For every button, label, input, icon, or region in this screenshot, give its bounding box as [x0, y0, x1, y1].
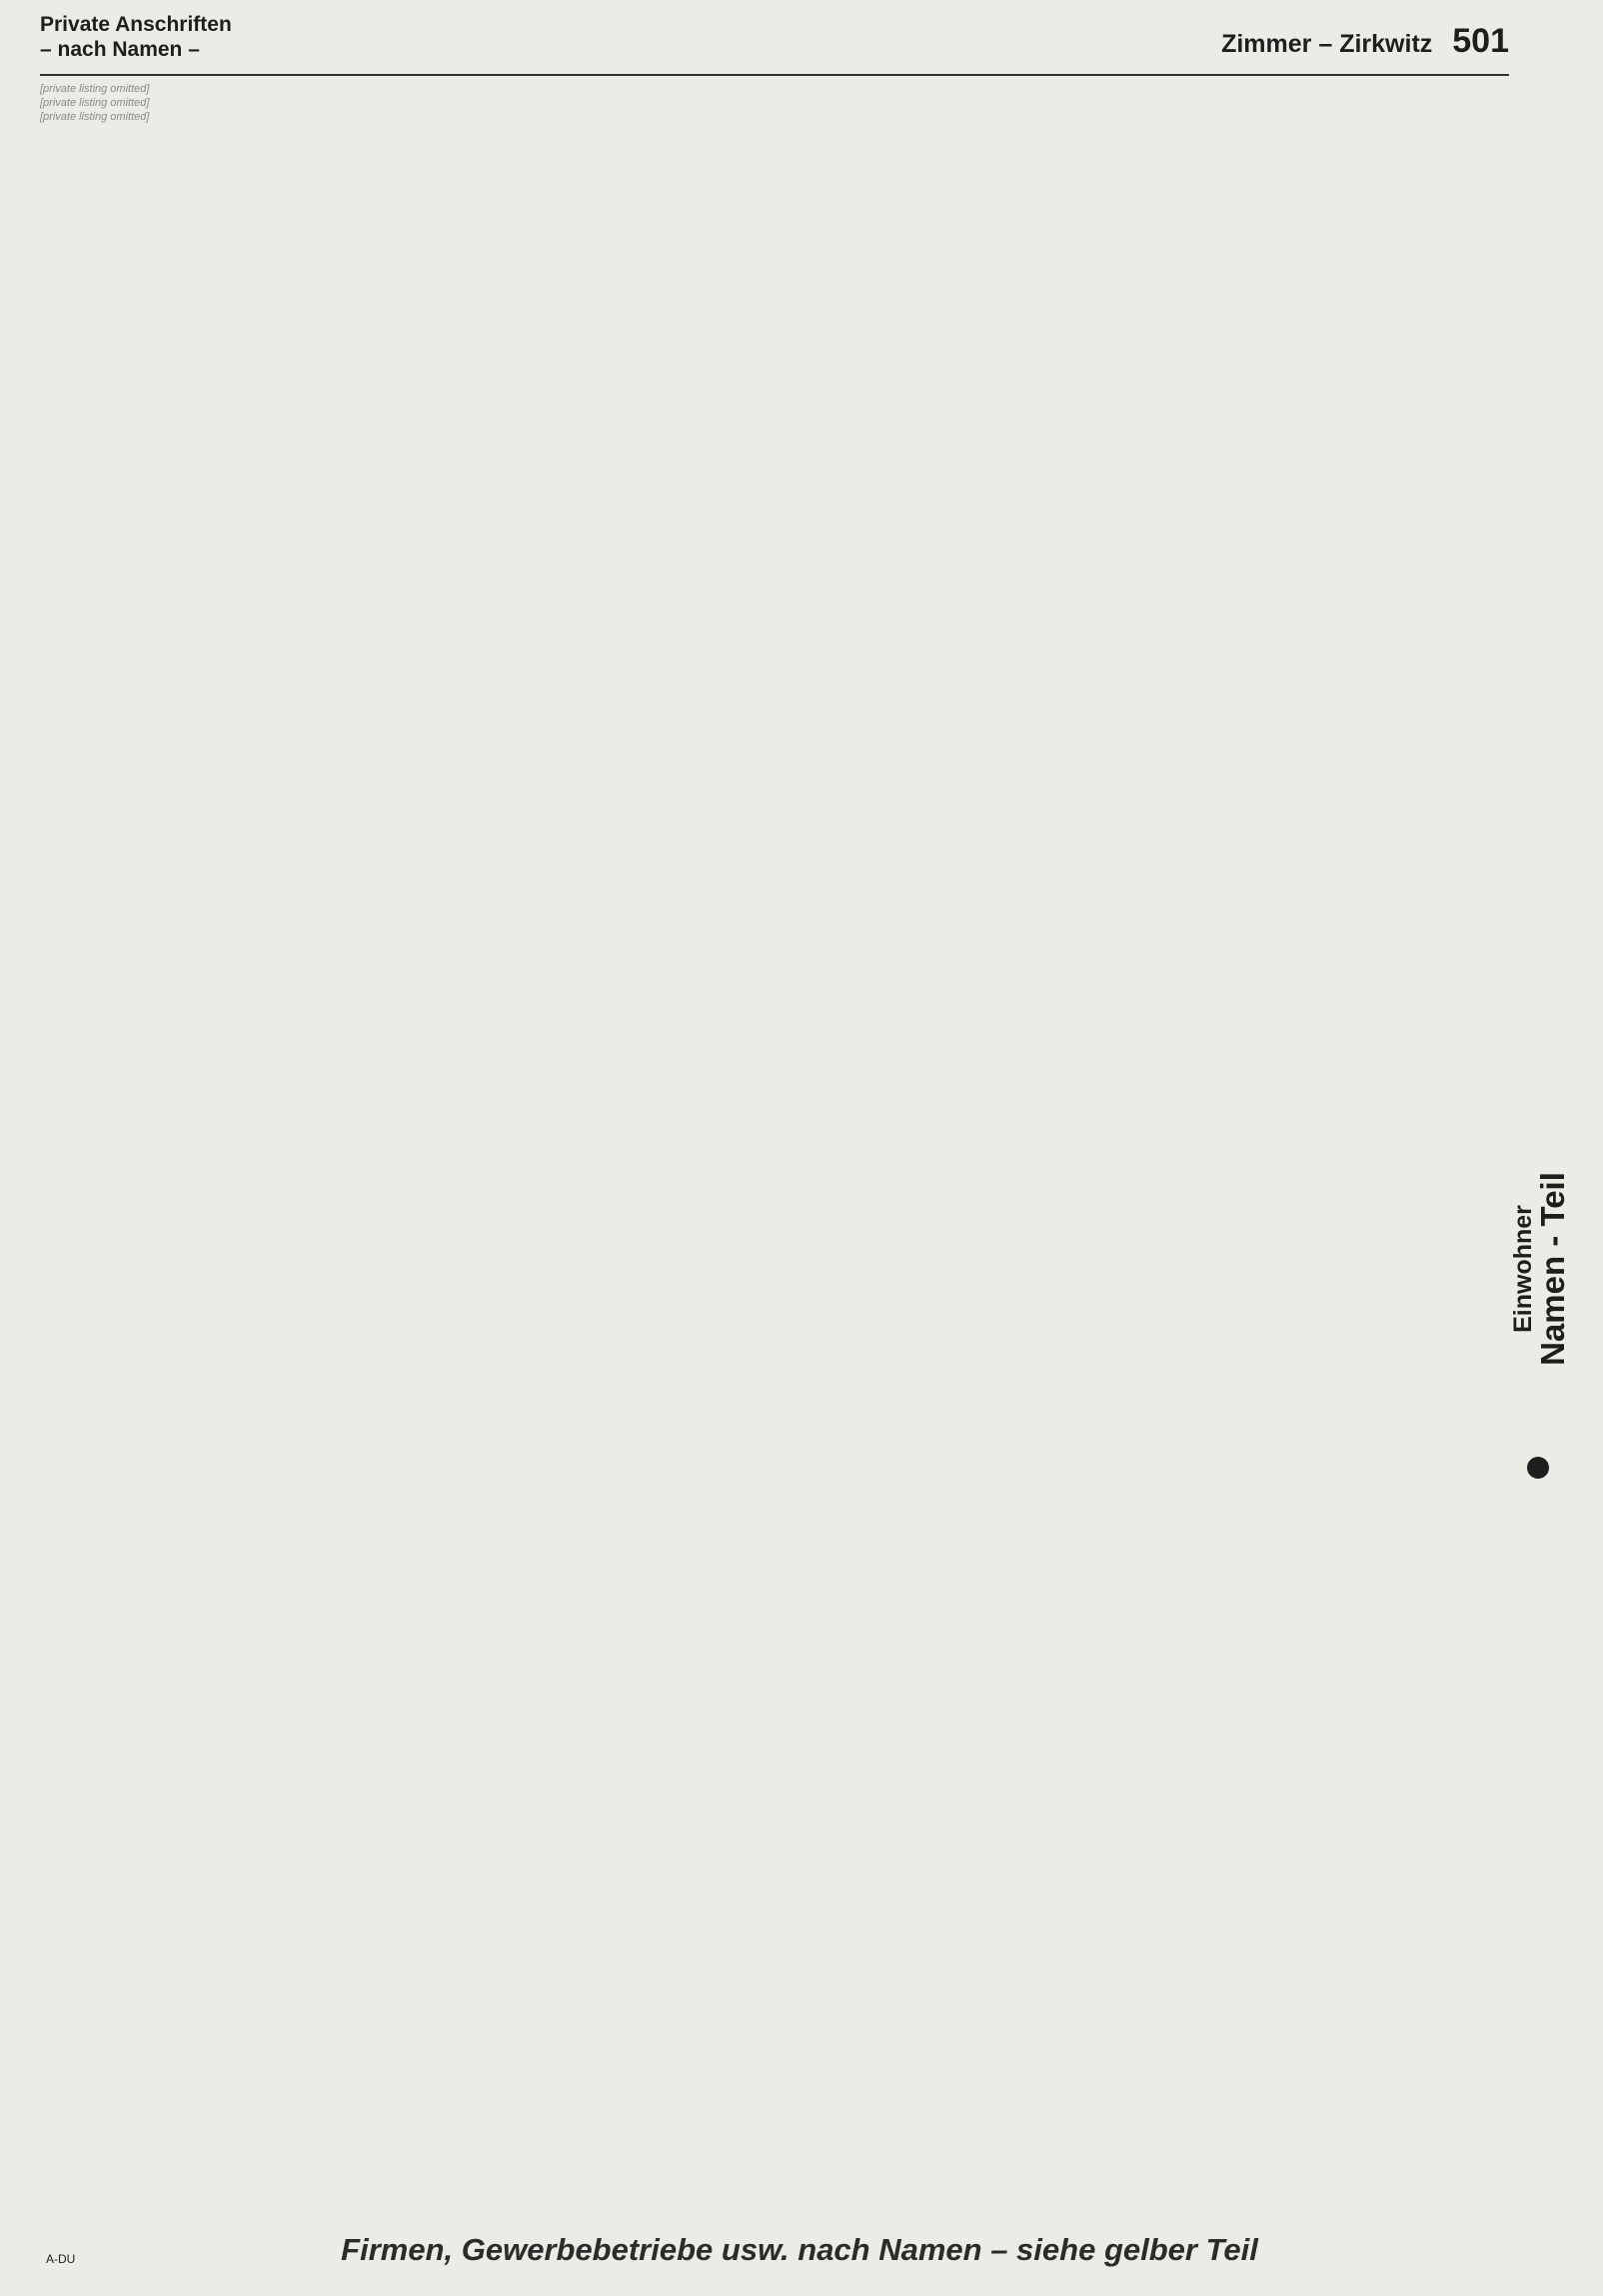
listing-row: [private listing omitted] [40, 83, 150, 95]
side-tab-top: Einwohner [1509, 1205, 1537, 1333]
page-locator [1221, 22, 1509, 61]
listing-column [40, 82, 243, 2215]
listing-row: [private listing omitted] [40, 111, 150, 123]
footer-note: Firmen, Gewerbebetriebe usw. nach Namen – siehe gelber Teil [341, 2232, 1258, 2267]
section-title [40, 12, 232, 62]
listing-row: [private listing omitted] [40, 97, 150, 109]
listing-column [1106, 82, 1309, 2215]
listing-column [467, 82, 670, 2215]
section-title-line1: Private Anschriften [40, 13, 232, 36]
name-range: Zimmer – Zirkwitz [1221, 30, 1433, 58]
bullet-icon [1527, 1457, 1549, 1479]
listing-column [680, 82, 882, 2215]
section-title-line2: – nach Namen – [40, 38, 200, 61]
side-tab-bottom: Namen - Teil [1534, 1172, 1571, 1366]
page-header [40, 12, 1509, 76]
listing-column [1320, 82, 1523, 2215]
page-number: 501 [1452, 22, 1509, 60]
listing-column [253, 82, 456, 2215]
section-side-tab [1503, 1059, 1573, 1479]
footer-tag: A-DU [46, 2252, 76, 2266]
listing-column [893, 82, 1096, 2215]
listing-columns [40, 82, 1523, 2215]
